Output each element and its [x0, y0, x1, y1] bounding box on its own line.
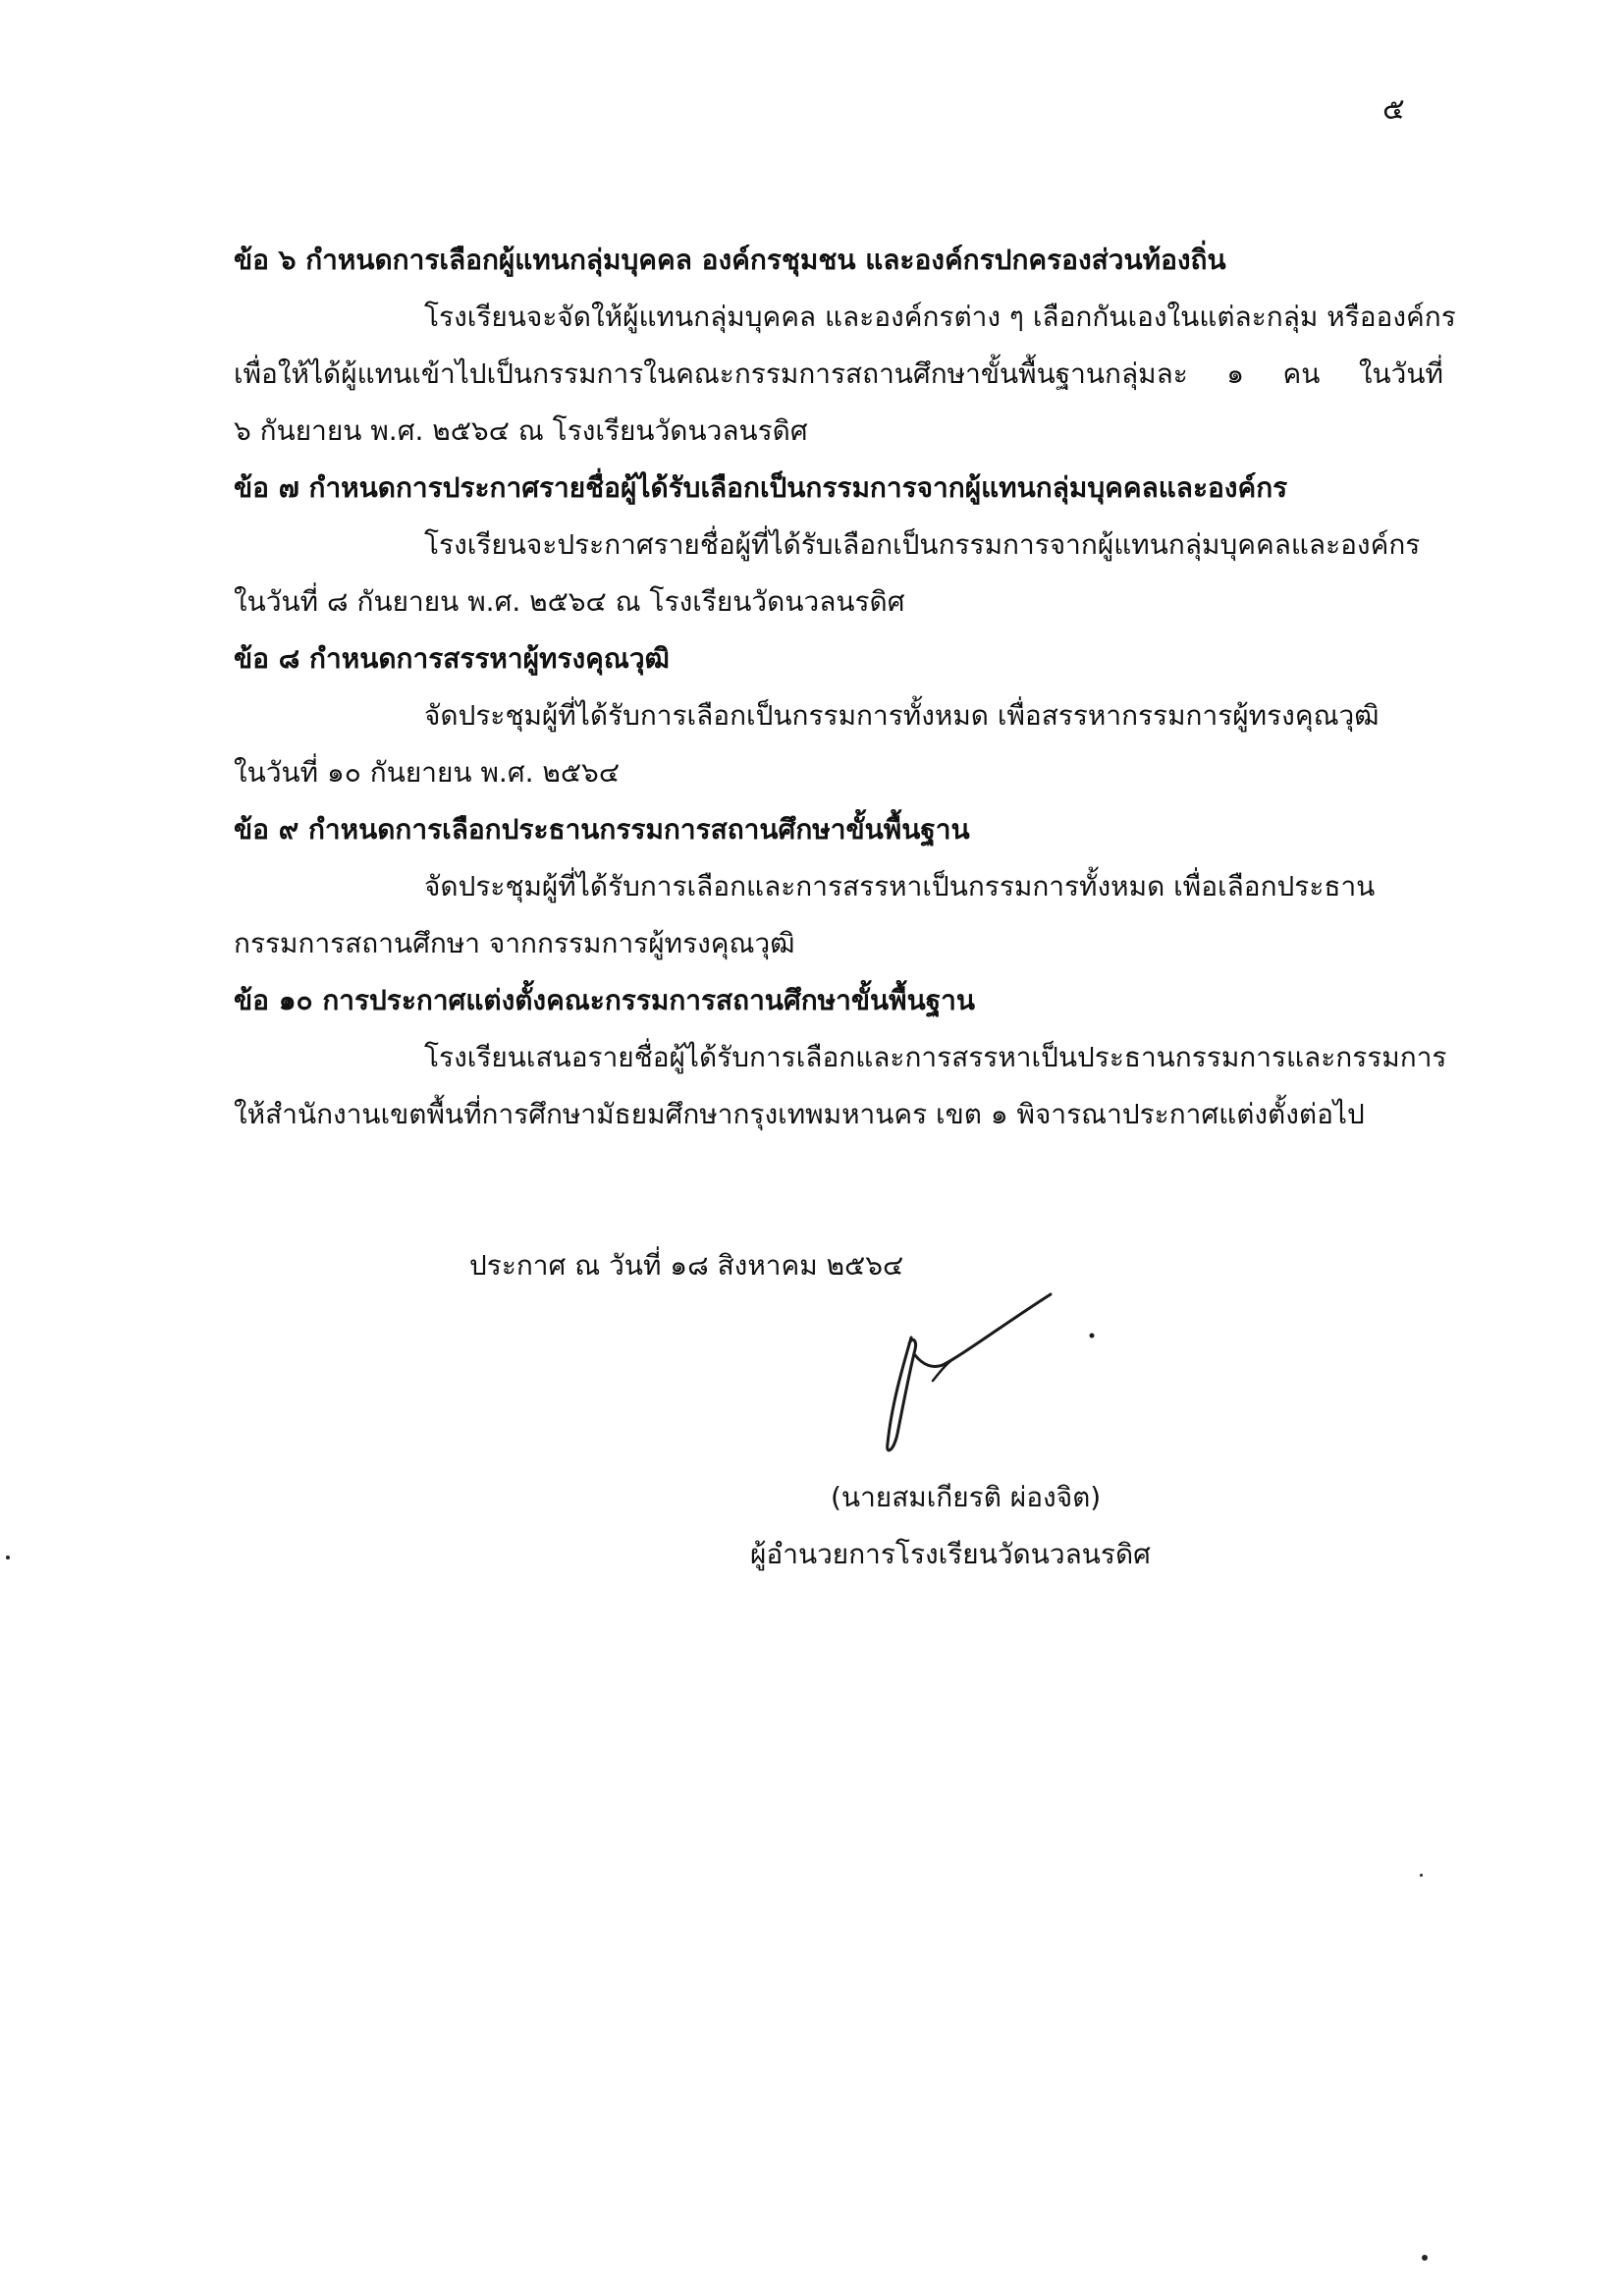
- scan-speck: [1422, 2255, 1428, 2261]
- section-6-heading: ข้อ ๖ กำหนดการเลือกผู้แทนกลุ่มบุคคล องค์กรชุมชน และองค์กรปกครองส่วนท้องถิ่น: [234, 244, 1226, 276]
- section-8-heading: ข้อ ๘ กำหนดการสรรหาผู้ทรงคุณวุฒิ: [234, 642, 670, 675]
- section-9-paragraph-line-2: กรรมการสถานศึกษา จากกรรมการผู้ทรงคุณวุฒิ: [234, 927, 795, 959]
- signer-title: ผู้อำนวยการโรงเรียนวัดนวลนรดิศ: [750, 1538, 1151, 1570]
- section-8-paragraph-line-2: ในวันที่ ๑๐ กันยายน พ.ศ. ๒๕๖๔: [234, 756, 621, 789]
- scan-speck: [1420, 1874, 1423, 1877]
- scan-speck: [6, 1556, 10, 1559]
- section-10-paragraph-line-1: โรงเรียนเสนอรายชื่อผู้ได้รับการเลือกและการสรรหาเป็นประธานกรรมการและกรรมการ: [424, 1041, 1447, 1073]
- section-6-paragraph-line-2: เพื่อให้ได้ผู้แทนเข้าไปเป็นกรรมการในคณะกรรมการสถานศึกษาขั้นพื้นฐานกลุ่มละ ๑ คน ในวันที่: [234, 357, 1443, 390]
- signer-name: (นายสมเกียรติ ผ่องจิต): [831, 1481, 1102, 1513]
- handwritten-signature: [864, 1286, 1119, 1463]
- section-7-paragraph-line-2: ในวันที่ ๘ กันยายน พ.ศ. ๒๕๖๔ ณ โรงเรียนวัดนวลนรดิศ: [234, 585, 905, 618]
- section-7-paragraph-line-1: โรงเรียนจะประกาศรายชื่อผู้ที่ได้รับเลือกเป็นกรรมการจากผู้แทนกลุ่มบุคคลและองค์กร: [424, 528, 1421, 561]
- page-number: ๕: [1382, 92, 1405, 127]
- section-9-paragraph-line-1: จัดประชุมผู้ที่ได้รับการเลือกและการสรรหาเป็นกรรมการทั้งหมด เพื่อเลือกประธาน: [424, 870, 1376, 902]
- section-9-heading: ข้อ ๙ กำหนดการเลือกประธานกรรมการสถานศึกษาขั้นพื้นฐาน: [234, 813, 970, 846]
- section-10-paragraph-line-2: ให้สำนักงานเขตพื้นที่การศึกษามัธยมศึกษากรุงเทพมหานคร เขต ๑ พิจารณาประกาศแต่งตั้งต่อไป: [234, 1098, 1365, 1130]
- document-body: [234, 232, 1456, 1143]
- section-6-paragraph-line-1: โรงเรียนจะจัดให้ผู้แทนกลุ่มบุคคล และองค์กรต่าง ๆ เลือกกันเองในแต่ละกลุ่ม หรือองค์กร: [424, 301, 1456, 333]
- section-7-heading: ข้อ ๗ กำหนดการประกาศรายชื่อผู้ได้รับเลือกเป็นกรรมการจากผู้แทนกลุ่มบุคคลและองค์กร: [234, 471, 1288, 504]
- announcement-date: ประกาศ ณ วันที่ ๑๘ สิงหาคม ๒๕๖๔: [469, 1249, 904, 1282]
- section-8-paragraph-line-1: จัดประชุมผู้ที่ได้รับการเลือกเป็นกรรมการทั้งหมด เพื่อสรรหากรรมการผู้ทรงคุณวุฒิ: [424, 699, 1380, 732]
- section-10-heading: ข้อ ๑๐ การประกาศแต่งตั้งคณะกรรมการสถานศึกษาขั้นพื้นฐาน: [234, 984, 976, 1016]
- section-6-paragraph-line-3: ๖ กันยายน พ.ศ. ๒๕๖๔ ณ โรงเรียนวัดนวลนรดิศ: [234, 414, 808, 447]
